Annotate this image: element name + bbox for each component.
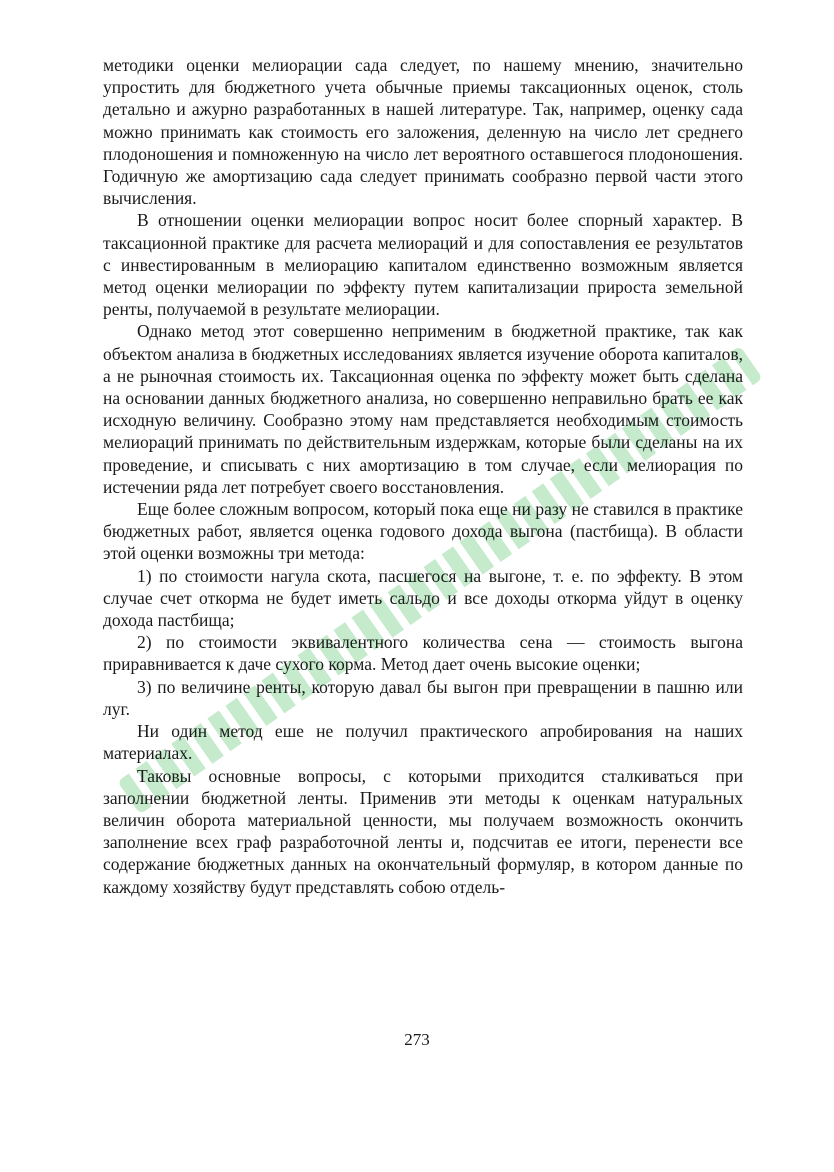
paragraph: Еще более сложным вопросом, который пока еще ни разу не ставился в практике бюджетных работ, является оценка годового дохода выгона (пастбища). В области этой оценки возможны три метода: [103, 499, 743, 564]
page-number: 273 [404, 1030, 430, 1049]
paragraph: методики оценки мелиорации сада следует, по нашему мнению, значительно упростить для бюджетного учета обычные приемы таксационных оценок, столь детально и ажурно разработанных в нашей литературе. Так, например, оценку сада можно принимать как стоимость его заложения, деленную на число лет среднего плодоношения и помноженную на число лет вероятного оставшегося плодоношения. Годичную же амортизацию сада следует принимать сообразно первой части этого вычисления. [103, 55, 743, 209]
list-item: 1) по стоимости нагула скота, пасшегося на выгоне, т. е. по эффекту. В этом случае счет откорма не будет иметь сальдо и все доходы откорма уйдут в оценку дохода пастбища; [103, 565, 743, 631]
paragraph: Таковы основные вопросы, с которыми приходится сталкиваться при заполнении бюджетной ленты. Применив эти методы к оценкам натуральных величин оборота материальной ценности, мы получаем возможность окончить заполнение всех граф разработочной ленты и, подсчитав ее итоги, перенести все содержание бюджетных данных на окончательный формуляр, в котором данные по каждому хозяйству будут представлять собою отдель- [103, 765, 743, 897]
page-body [103, 54, 743, 898]
paragraph: Ни один метод еше не получил практического апробирования на наших материалах. [103, 721, 743, 764]
paragraph: В отношении оценки мелиорации вопрос носит более спорный характер. В таксационной практике для расчета мелиораций и для сопоставления ее результатов с инвестированным в мелиорацию капиталом единственно возможным является метод оценки мелиорации по эффекту путем капитализации прироста земельной ренты, получаемой в результате мелиорации. [103, 210, 743, 320]
list-item: 2) по стоимости эквивалентного количества сена — стоимость выгона приравнивается к даче сухого корма. Метод дает очень высокие оценки; [103, 632, 743, 675]
list-item: 3) по величине ренты, которую давал бы выгон при превращении в пашню или луг. [103, 676, 743, 719]
paragraph: Однако метод этот совершенно неприменим в бюджетной практике, так как объектом анализа в бюджетных исследованиях является изучение оборота капиталов, а не рыночная стоимость их. Таксационная оценка по эффекту может быть сделана на основании данных бюджетного анализа, но совершенно неправильно брать ее как исходную величину. Сообразно этому нам представляется необходимым стоимость мелиораций принимать по действительным издержкам, которые были сделаны на их проведение, и списывать с них амортизацию в том случае, если мелиорация по истечении ряда лет потребует своего восстановления. [103, 321, 743, 497]
